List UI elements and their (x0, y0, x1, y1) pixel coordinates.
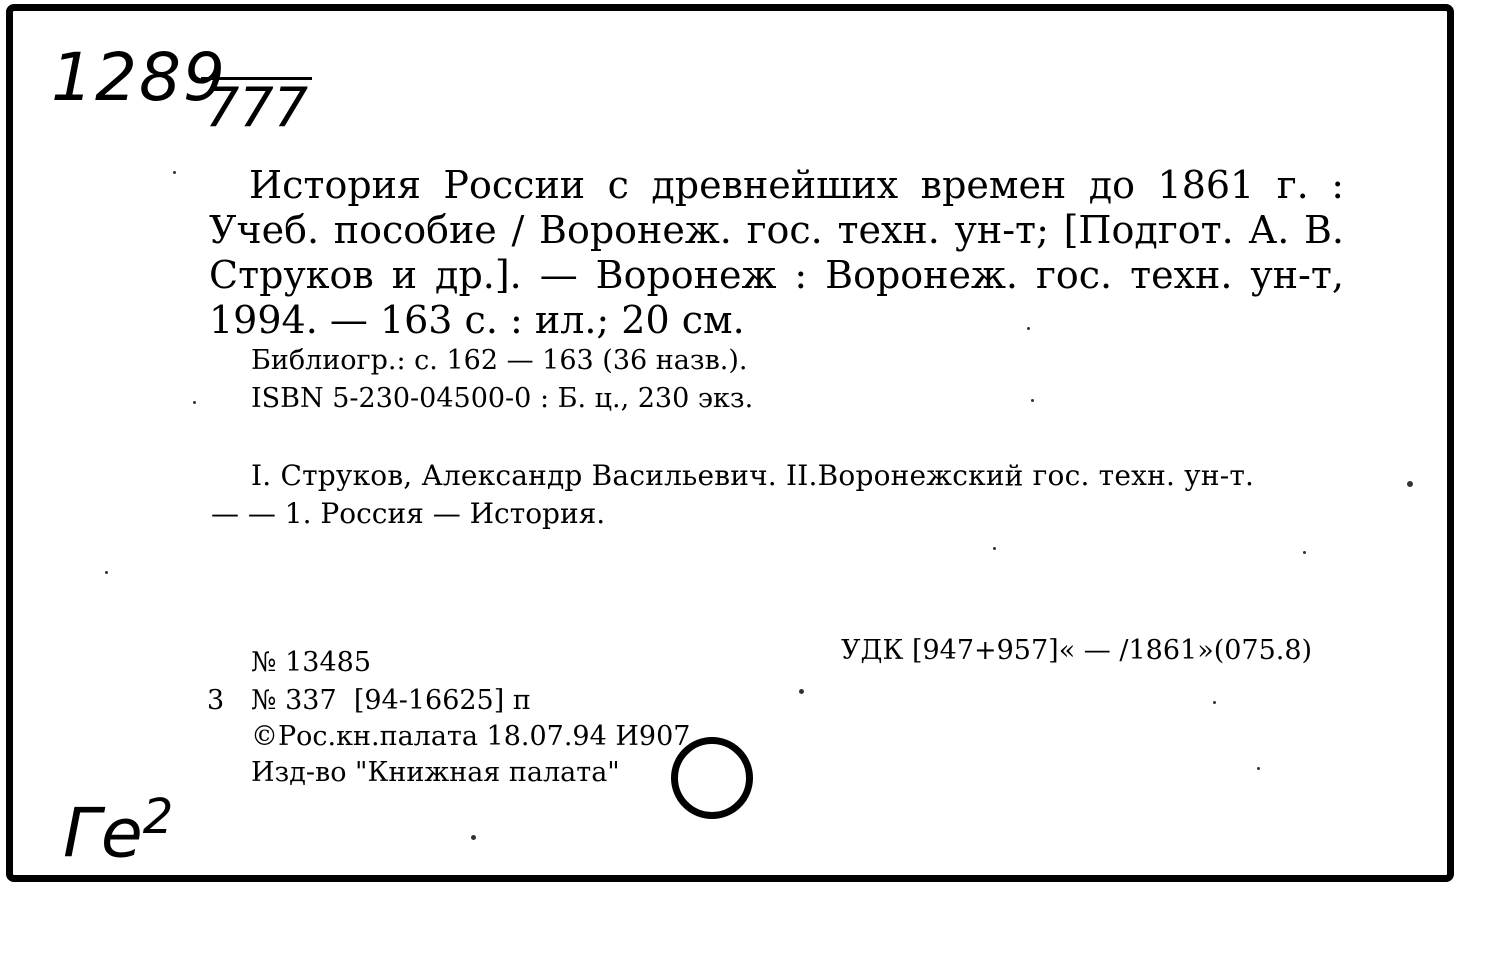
call-number-main: 1289 (51, 39, 227, 116)
speck (193, 401, 196, 404)
speck (1213, 701, 1216, 704)
tracing-line: I. Струков, Александр Васильевич. II.Воронежский гос. техн. ун-т. (251, 459, 1255, 492)
record-number: № 13485 (251, 647, 372, 678)
speck (993, 547, 996, 550)
udk-classification: УДК [947+957]« — /1861»(075.8) (841, 635, 1313, 666)
speck (1407, 481, 1413, 487)
speck (799, 689, 804, 694)
copyright-line: ©Рос.кн.палата 18.07.94 И907 (251, 721, 691, 752)
isbn-note: ISBN 5-230-04500-0 : Б. ц., 230 экз. (251, 383, 754, 414)
handwritten-shelf-mark: $Ге^2$ (63, 789, 174, 874)
speck (1031, 399, 1034, 402)
description-line: 1994. — 163 с. : ил.; 20 см. (209, 298, 745, 342)
catalog-card (6, 4, 1454, 882)
speck (105, 571, 108, 574)
bibliography-note: Библиогр.: с. 162 — 163 (36 назв.). (251, 345, 748, 376)
bibliographic-description (209, 163, 1344, 343)
speck (471, 835, 476, 840)
publisher-line: Изд-во "Книжная палата" (251, 757, 620, 788)
description-line: История России с древнейших времен до 1861 г. : (249, 163, 1344, 207)
circle-stamp (671, 737, 753, 819)
line-prefix: 3 (207, 685, 225, 716)
handwritten-call-number-suffix: 777 (201, 77, 312, 136)
order-number: № 337 [94-16625] п (251, 685, 531, 716)
subject-heading: — — 1. Россия — История. (211, 497, 606, 530)
speck (1257, 767, 1260, 770)
speck (1027, 327, 1030, 330)
speck (1303, 551, 1306, 554)
speck (173, 171, 176, 174)
description-line: Учеб. пособие / Воронеж. гос. техн. ун-т; [Подгот. А. В. (209, 208, 1344, 252)
description-line: Струков и др.]. — Воронеж : Воронеж. гос. техн. ун-т, (209, 253, 1344, 297)
